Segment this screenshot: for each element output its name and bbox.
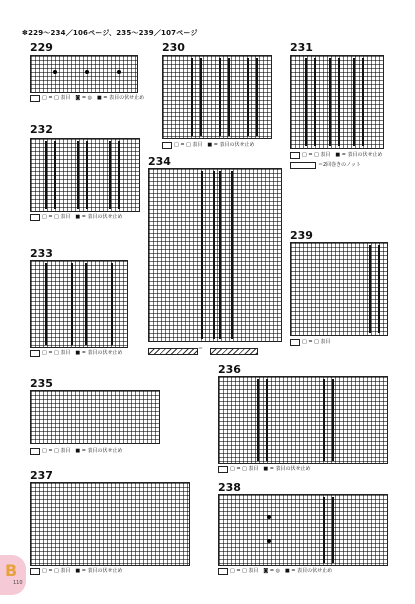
pattern-number-232: 232 (30, 123, 53, 136)
legend-239 (290, 339, 330, 346)
symbol-strip (210, 348, 258, 355)
legend-238 (218, 568, 332, 575)
pattern-number-238: 238 (218, 481, 241, 494)
symbol-box (30, 568, 40, 575)
cable-column (247, 58, 258, 136)
knot-symbol (85, 70, 89, 74)
pattern-number-235: 235 (30, 377, 53, 390)
legend-231 (290, 152, 383, 159)
cable-column (77, 141, 88, 209)
legend-text: ＝2回巻きのノット (318, 162, 361, 168)
pattern-number-237: 237 (30, 469, 53, 482)
pattern-number-236: 236 (218, 363, 241, 376)
pattern-number-233: 233 (30, 247, 53, 260)
knot-symbol (267, 539, 271, 543)
legend-text: □ = □ 表目 ■ = 表目の伏せ止め (42, 214, 123, 220)
chart-234 (148, 168, 282, 342)
chart-233 (30, 260, 128, 348)
legend-text: □ = □ 表目 ■ = 表目の伏せ止め (174, 142, 255, 148)
pattern-number-229: 229 (30, 41, 53, 54)
pattern-number-231: 231 (290, 41, 313, 54)
legend-text: □ = □ 表目 ■ = 表目の伏せ止め (230, 466, 311, 472)
publisher-logo (0, 555, 26, 595)
chart-238 (218, 494, 388, 566)
cable-column (353, 58, 364, 146)
legend-text: ＝ (198, 346, 204, 352)
cable-column (201, 171, 215, 339)
cable-column (45, 141, 56, 209)
knot-symbol (117, 70, 121, 74)
chart-236 (218, 376, 388, 464)
chart-232 (30, 138, 140, 212)
legend-text: □ = □ 表目 (302, 339, 331, 345)
symbol-box (218, 466, 228, 473)
pattern-number-239: 239 (290, 229, 313, 242)
chart-231 (290, 55, 384, 149)
knot-symbol (53, 70, 57, 74)
symbol-box (30, 448, 40, 455)
legend-233 (30, 350, 123, 357)
legend-text: □ = □ 表目 ■ = 表目の伏せ止め (42, 568, 123, 574)
legend-230 (162, 142, 255, 149)
legend-235 (30, 448, 123, 455)
cable-column (323, 497, 334, 563)
page-number: 110 (13, 580, 23, 586)
cable-column (323, 379, 334, 461)
legend-text: □ = □ 表目 ◙ = ◎ ■ = 表目の伏せ止め (42, 95, 145, 101)
cable-column (305, 58, 316, 146)
chart-239 (290, 242, 388, 336)
legend-text: □ = □ 表目 ◙ = ◎ ■ = 表目の伏せ止め (230, 568, 333, 574)
symbol-box (290, 339, 300, 346)
symbol-box (30, 95, 40, 102)
cable-column (45, 263, 73, 345)
symbol-box (162, 142, 172, 149)
symbol-box (30, 350, 40, 357)
chart-235 (30, 390, 160, 444)
legend-text: □ = □ 表目 ■ = 表目の伏せ止め (42, 350, 123, 356)
cable-column (191, 58, 202, 136)
knot-symbol-box (290, 162, 316, 169)
legend-text: □ = □ 表目 ■ = 表目の伏せ止め (302, 152, 383, 158)
chart-230 (162, 55, 272, 139)
chart-237 (30, 482, 190, 566)
symbol-box (30, 214, 40, 221)
pattern-number-234: 234 (148, 155, 171, 168)
symbol-box (218, 568, 228, 575)
cable-column (369, 245, 380, 333)
cable-column (85, 263, 113, 345)
legend-234 (198, 346, 203, 353)
page-header: ✽229〜234／106ページ、235〜239／107ページ (22, 29, 198, 37)
symbol-box (290, 152, 300, 159)
knot-symbol (267, 515, 271, 519)
legend-text: □ = □ 表目 ■ = 表目の伏せ止め (42, 448, 123, 454)
legend-236 (218, 466, 311, 473)
legend-232 (30, 214, 123, 221)
legend-229 (30, 95, 144, 102)
cable-column (109, 141, 120, 209)
pattern-number-230: 230 (162, 41, 185, 54)
cable-column (329, 58, 340, 146)
cable-column (219, 58, 230, 136)
legend-231-knot (290, 162, 361, 169)
cable-column (219, 171, 233, 339)
legend-237 (30, 568, 123, 575)
cable-column (257, 379, 268, 461)
logo-mark-icon: B (5, 561, 18, 580)
chart-229 (30, 55, 138, 93)
symbol-strip (148, 348, 198, 355)
